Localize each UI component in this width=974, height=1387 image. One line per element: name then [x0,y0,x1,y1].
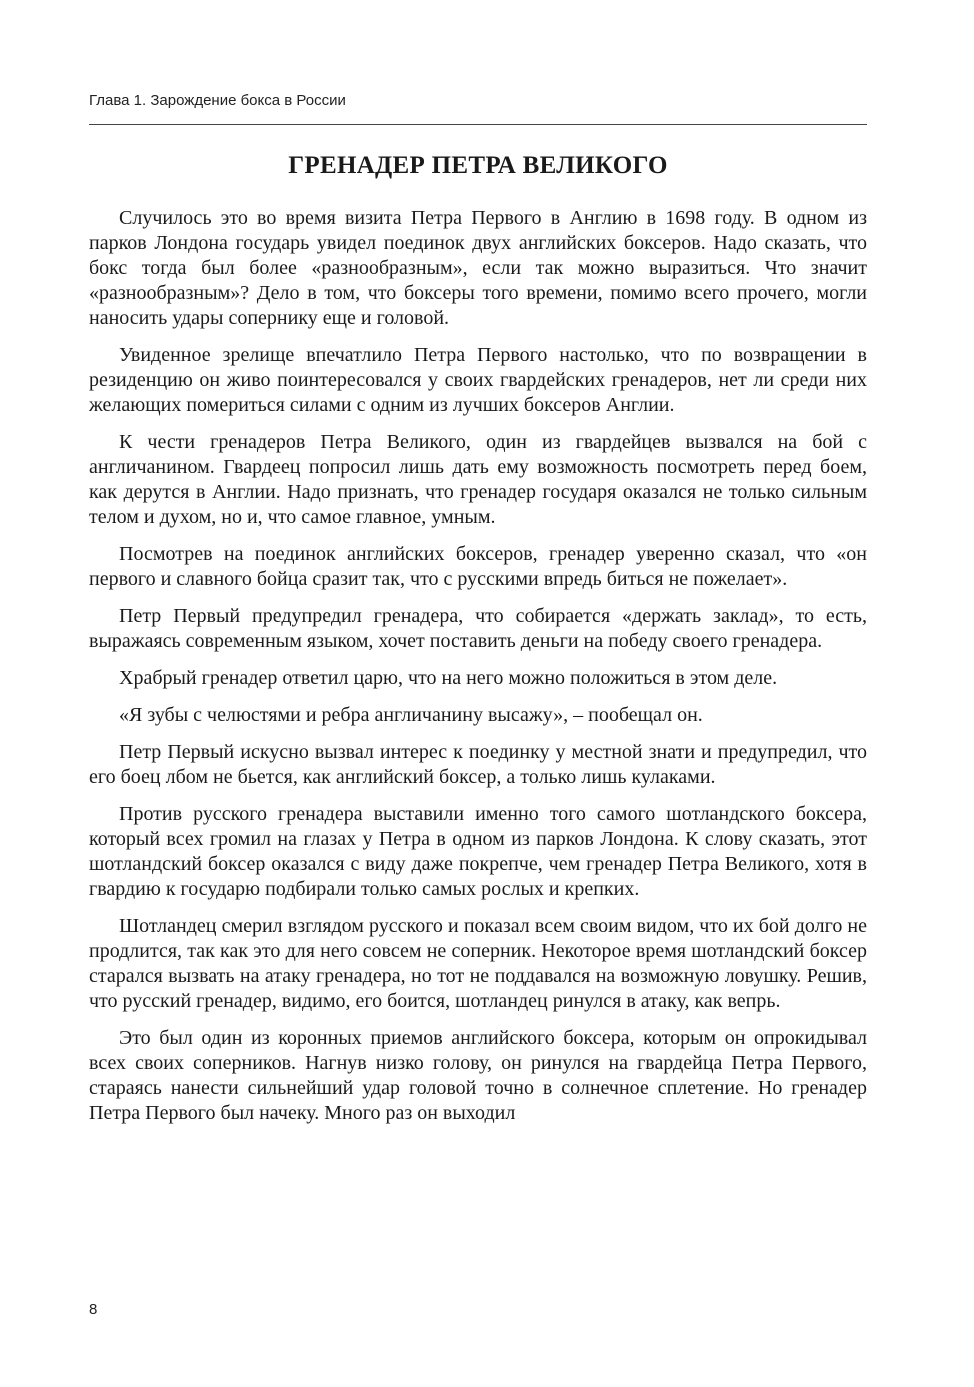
running-head: Глава 1. Зарождение бокса в России [89,92,346,109]
page-number: 8 [89,1301,98,1318]
chapter-title: ГРЕНАДЕР ПЕТРА ВЕЛИКОГО [288,152,668,179]
paragraph: Храбрый гренадер ответил царю, что на него можно положиться в этом деле. [119,667,778,689]
paragraph: «Я зубы с челюстями и ребра англичанину высажу», – пообещал он. [119,704,703,726]
body-text [89,206,867,1138]
header-divider [89,124,867,125]
paragraph: Увиденное зрелище впечатлило Петра Первого настолько, что по возвращении в резиденцию он живо поинтересовался у своих гвардейских гренадеров, нет ли среди них желающих помериться силами с одним из лучших боксеров Англии. [89,344,867,416]
paragraph: К чести гренадеров Петра Великого, один из гвардейцев вызвался на бой с англичанином. Гвардеец попросил лишь дать ему возможность посмотреть перед боем, как дерутся в Англии. Надо признать, что гренадер государя оказался не только сильным телом и духом, но и, что самое главное, умным. [89,431,867,528]
paragraph: Шотландец смерил взглядом русского и показал всем своим видом, что их бой долго не продлится, так как это для него совсем не соперник. Некоторое время шотландский боксер старался вызвать на атаку гренадера, но тот не поддавался на возможную ловушку. Решив, что русский гренадер, видимо, его боится, шотландец ринулся в атаку, как вепрь. [89,915,867,1012]
paragraph: Посмотрев на поединок английских боксеров, гренадер уверенно сказал, что «он первого и славного бойца сразит так, что с русскими впредь биться не пожелает». [89,543,867,590]
paragraph: Случилось это во время визита Петра Первого в Англию в 1698 году. В одном из парков Лондона государь увидел поединок двух английских боксеров. Надо сказать, что бокс тогда был более «разнообразным», если так можно выразиться. Что значит «разнообразным»? Дело в том, что боксеры того времени, помимо всего прочего, могли наносить удары сопернику еще и головой. [89,207,867,329]
paragraph: Это был один из коронных приемов английского боксера, которым он опрокидывал всех своих соперников. Нагнув низко голову, он ринулся на гвардейца Петра Первого, стараясь нанести сильнейший удар головой точно в солнечное сплетение. Но гренадер Петра Первого был начеку. Много раз он выходил [89,1027,867,1124]
paragraph: Петр Первый предупредил гренадера, что собирается «держать заклад», то есть, выражаясь современным языком, хочет поставить деньги на победу своего гренадера. [89,605,867,652]
paragraph: Петр Первый искусно вызвал интерес к поединку у местной знати и предупредил, что его боец лбом не бьется, как английский боксер, а только лишь кулаками. [89,741,867,788]
paragraph: Против русского гренадера выставили именно того самого шотландского боксера, который всех громил на глазах у Петра в одном из парков Лондона. К слову сказать, этот шотландский боксер оказался с виду даже покрепче, чем гренадер Петра Великого, хотя в гвардию к государю подбирали только самых рослых и крепких. [89,803,867,900]
